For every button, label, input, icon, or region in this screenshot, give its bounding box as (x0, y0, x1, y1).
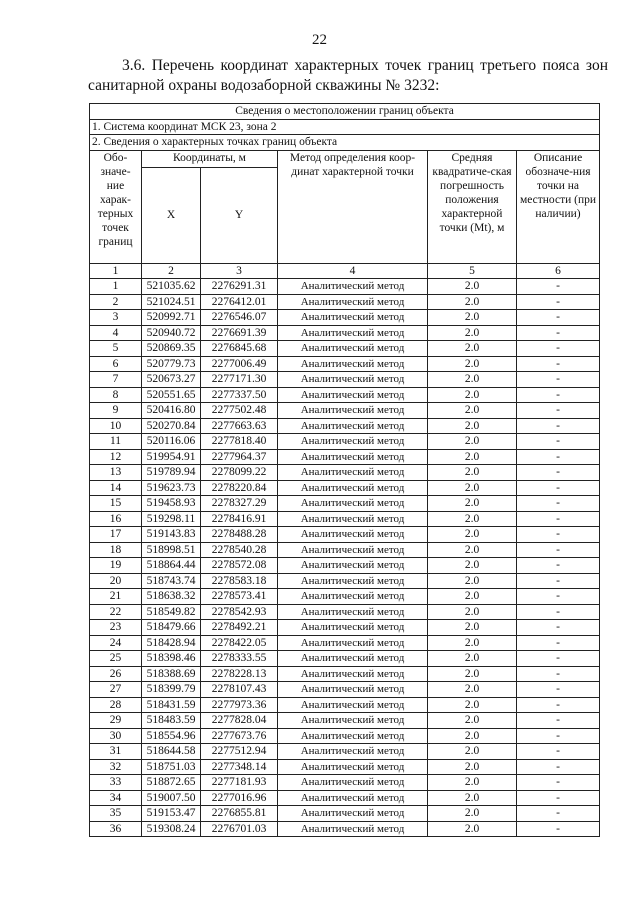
point-number: 13 (90, 465, 142, 481)
accuracy: 2.0 (428, 356, 517, 372)
description: - (517, 775, 600, 791)
table-row (90, 744, 600, 760)
method: Аналитический метод (278, 573, 428, 589)
table-row (90, 666, 600, 682)
point-number: 22 (90, 604, 142, 620)
table-row (90, 496, 600, 512)
table-row (90, 341, 600, 357)
description: - (517, 697, 600, 713)
table-row (90, 573, 600, 589)
method: Аналитический метод (278, 310, 428, 326)
method: Аналитический метод (278, 341, 428, 357)
x-coordinate: 519298.11 (142, 511, 201, 527)
table-row (90, 372, 600, 388)
description: - (517, 589, 600, 605)
point-number: 5 (90, 341, 142, 357)
y-coordinate: 2278572.08 (201, 558, 278, 574)
y-coordinate: 2278327.29 (201, 496, 278, 512)
method: Аналитический метод (278, 728, 428, 744)
y-coordinate: 2278573.41 (201, 589, 278, 605)
point-number: 34 (90, 790, 142, 806)
point-number: 29 (90, 713, 142, 729)
x-coordinate: 519143.83 (142, 527, 201, 543)
y-coordinate: 2278492.21 (201, 620, 278, 636)
table-row (90, 418, 600, 434)
point-number: 26 (90, 666, 142, 682)
description: - (517, 573, 600, 589)
accuracy: 2.0 (428, 341, 517, 357)
description: - (517, 356, 600, 372)
x-coordinate: 518398.46 (142, 651, 201, 667)
method: Аналитический метод (278, 434, 428, 450)
point-number: 20 (90, 573, 142, 589)
y-coordinate: 2278220.84 (201, 480, 278, 496)
header-x: X (142, 167, 201, 263)
table-row (90, 558, 600, 574)
y-coordinate: 2277673.76 (201, 728, 278, 744)
method: Аналитический метод (278, 465, 428, 481)
description: - (517, 465, 600, 481)
method: Аналитический метод (278, 759, 428, 775)
point-number: 11 (90, 434, 142, 450)
method: Аналитический метод (278, 589, 428, 605)
point-number: 23 (90, 620, 142, 636)
x-coordinate: 520116.06 (142, 434, 201, 450)
coordinates-table (89, 103, 600, 837)
point-number: 6 (90, 356, 142, 372)
method: Аналитический метод (278, 387, 428, 403)
y-coordinate: 2278228.13 (201, 666, 278, 682)
table-title: Сведения о местоположении границ объекта (90, 104, 600, 120)
table-row (90, 387, 600, 403)
page-number: 22 (312, 32, 327, 48)
table-row (90, 759, 600, 775)
x-coordinate: 520673.27 (142, 372, 201, 388)
method: Аналитический метод (278, 527, 428, 543)
method: Аналитический метод (278, 511, 428, 527)
x-coordinate: 518554.96 (142, 728, 201, 744)
x-coordinate: 518864.44 (142, 558, 201, 574)
accuracy: 2.0 (428, 790, 517, 806)
header-y: Y (201, 167, 278, 263)
accuracy: 2.0 (428, 403, 517, 419)
method: Аналитический метод (278, 604, 428, 620)
method: Аналитический метод (278, 418, 428, 434)
column-number: 5 (428, 263, 517, 279)
accuracy: 2.0 (428, 635, 517, 651)
method: Аналитический метод (278, 821, 428, 837)
point-number: 25 (90, 651, 142, 667)
column-number-row (90, 263, 600, 279)
y-coordinate: 2276691.39 (201, 325, 278, 341)
column-number: 1 (90, 263, 142, 279)
table-row (90, 325, 600, 341)
description: - (517, 651, 600, 667)
accuracy: 2.0 (428, 511, 517, 527)
method: Аналитический метод (278, 480, 428, 496)
description: - (517, 527, 600, 543)
description: - (517, 821, 600, 837)
method: Аналитический метод (278, 682, 428, 698)
accuracy: 2.0 (428, 573, 517, 589)
description: - (517, 728, 600, 744)
x-coordinate: 519623.73 (142, 480, 201, 496)
point-number: 18 (90, 542, 142, 558)
y-coordinate: 2278099.22 (201, 465, 278, 481)
y-coordinate: 2278583.18 (201, 573, 278, 589)
y-coordinate: 2277348.14 (201, 759, 278, 775)
accuracy: 2.0 (428, 465, 517, 481)
header-method: Метод определения коор-динат характерной точки (278, 150, 428, 263)
point-number: 2 (90, 294, 142, 310)
accuracy: 2.0 (428, 697, 517, 713)
y-coordinate: 2278422.05 (201, 635, 278, 651)
x-coordinate: 518872.65 (142, 775, 201, 791)
description: - (517, 294, 600, 310)
method: Аналитический метод (278, 558, 428, 574)
y-coordinate: 2276291.31 (201, 279, 278, 295)
accuracy: 2.0 (428, 759, 517, 775)
point-number: 36 (90, 821, 142, 837)
point-number: 16 (90, 511, 142, 527)
method: Аналитический метод (278, 775, 428, 791)
x-coordinate: 518428.94 (142, 635, 201, 651)
table-row (90, 775, 600, 791)
x-coordinate: 520270.84 (142, 418, 201, 434)
y-coordinate: 2278540.28 (201, 542, 278, 558)
table-row (90, 310, 600, 326)
header-description: Описание обозначе-ния точки на местности (при наличии) (517, 150, 600, 263)
y-coordinate: 2277337.50 (201, 387, 278, 403)
table-row (90, 403, 600, 419)
accuracy: 2.0 (428, 449, 517, 465)
column-number: 2 (142, 263, 201, 279)
description: - (517, 558, 600, 574)
table-row (90, 589, 600, 605)
x-coordinate: 518751.03 (142, 759, 201, 775)
method: Аналитический метод (278, 542, 428, 558)
method: Аналитический метод (278, 635, 428, 651)
accuracy: 2.0 (428, 480, 517, 496)
x-coordinate: 520869.35 (142, 341, 201, 357)
x-coordinate: 519954.91 (142, 449, 201, 465)
table-row (90, 434, 600, 450)
y-coordinate: 2277512.94 (201, 744, 278, 760)
accuracy: 2.0 (428, 604, 517, 620)
description: - (517, 403, 600, 419)
accuracy: 2.0 (428, 558, 517, 574)
table-row (90, 511, 600, 527)
accuracy: 2.0 (428, 325, 517, 341)
x-coordinate: 519308.24 (142, 821, 201, 837)
y-coordinate: 2277181.93 (201, 775, 278, 791)
x-coordinate: 521024.51 (142, 294, 201, 310)
description: - (517, 666, 600, 682)
description: - (517, 341, 600, 357)
point-number: 35 (90, 806, 142, 822)
description: - (517, 682, 600, 698)
x-coordinate: 518638.32 (142, 589, 201, 605)
x-coordinate: 520551.65 (142, 387, 201, 403)
table-row (90, 356, 600, 372)
x-coordinate: 520416.80 (142, 403, 201, 419)
description: - (517, 418, 600, 434)
y-coordinate: 2276701.03 (201, 821, 278, 837)
accuracy: 2.0 (428, 744, 517, 760)
point-number: 30 (90, 728, 142, 744)
x-coordinate: 519007.50 (142, 790, 201, 806)
description: - (517, 744, 600, 760)
y-coordinate: 2277964.37 (201, 449, 278, 465)
description: - (517, 620, 600, 636)
x-coordinate: 518998.51 (142, 542, 201, 558)
accuracy: 2.0 (428, 620, 517, 636)
point-number: 3 (90, 310, 142, 326)
table-row (90, 294, 600, 310)
point-number: 19 (90, 558, 142, 574)
point-number: 10 (90, 418, 142, 434)
method: Аналитический метод (278, 356, 428, 372)
method: Аналитический метод (278, 666, 428, 682)
accuracy: 2.0 (428, 279, 517, 295)
accuracy: 2.0 (428, 713, 517, 729)
description: - (517, 449, 600, 465)
accuracy: 2.0 (428, 387, 517, 403)
x-coordinate: 518549.82 (142, 604, 201, 620)
table-row (90, 651, 600, 667)
table-row (90, 728, 600, 744)
point-number: 15 (90, 496, 142, 512)
method: Аналитический метод (278, 449, 428, 465)
method: Аналитический метод (278, 744, 428, 760)
section-heading-line-2: санитарной охраны водозаборной скважины № 3232: (88, 77, 440, 94)
method: Аналитический метод (278, 697, 428, 713)
method: Аналитический метод (278, 496, 428, 512)
method: Аналитический метод (278, 713, 428, 729)
table-row (90, 604, 600, 620)
point-number: 21 (90, 589, 142, 605)
accuracy: 2.0 (428, 666, 517, 682)
y-coordinate: 2277006.49 (201, 356, 278, 372)
section-heading-line-1: 3.6. Перечень координат характерных точек границ третьего пояса зон (122, 57, 608, 74)
header-designation: Обо-значе-ние харак-терных точек границ (90, 150, 142, 263)
accuracy: 2.0 (428, 372, 517, 388)
accuracy: 2.0 (428, 806, 517, 822)
accuracy: 2.0 (428, 294, 517, 310)
x-coordinate: 518644.58 (142, 744, 201, 760)
method: Аналитический метод (278, 372, 428, 388)
point-number: 1 (90, 279, 142, 295)
description: - (517, 310, 600, 326)
x-coordinate: 518388.69 (142, 666, 201, 682)
y-coordinate: 2277973.36 (201, 697, 278, 713)
y-coordinate: 2278333.55 (201, 651, 278, 667)
method: Аналитический метод (278, 325, 428, 341)
description: - (517, 387, 600, 403)
accuracy: 2.0 (428, 418, 517, 434)
method: Аналитический метод (278, 790, 428, 806)
accuracy: 2.0 (428, 589, 517, 605)
method: Аналитический метод (278, 279, 428, 295)
accuracy: 2.0 (428, 821, 517, 837)
description: - (517, 542, 600, 558)
y-coordinate: 2276855.81 (201, 806, 278, 822)
x-coordinate: 520992.71 (142, 310, 201, 326)
description: - (517, 511, 600, 527)
x-coordinate: 518743.74 (142, 573, 201, 589)
description: - (517, 372, 600, 388)
point-number: 12 (90, 449, 142, 465)
accuracy: 2.0 (428, 651, 517, 667)
description: - (517, 496, 600, 512)
description: - (517, 325, 600, 341)
point-number: 27 (90, 682, 142, 698)
point-number: 17 (90, 527, 142, 543)
table-row (90, 635, 600, 651)
y-coordinate: 2278542.93 (201, 604, 278, 620)
table-row (90, 480, 600, 496)
x-coordinate: 518479.66 (142, 620, 201, 636)
table-row (90, 697, 600, 713)
y-coordinate: 2277818.40 (201, 434, 278, 450)
point-number: 8 (90, 387, 142, 403)
description: - (517, 434, 600, 450)
point-number: 33 (90, 775, 142, 791)
table-row (90, 713, 600, 729)
y-coordinate: 2276412.01 (201, 294, 278, 310)
y-coordinate: 2277663.63 (201, 418, 278, 434)
y-coordinate: 2276845.68 (201, 341, 278, 357)
y-coordinate: 2277171.30 (201, 372, 278, 388)
accuracy: 2.0 (428, 728, 517, 744)
coordinate-system: 1. Система координат МСК 23, зона 2 (90, 119, 600, 135)
point-number: 31 (90, 744, 142, 760)
table-row (90, 821, 600, 837)
description: - (517, 759, 600, 775)
y-coordinate: 2278107.43 (201, 682, 278, 698)
table-row (90, 449, 600, 465)
column-number: 3 (201, 263, 278, 279)
x-coordinate: 519789.94 (142, 465, 201, 481)
accuracy: 2.0 (428, 496, 517, 512)
x-coordinate: 518431.59 (142, 697, 201, 713)
point-number: 4 (90, 325, 142, 341)
table-row (90, 465, 600, 481)
x-coordinate: 518483.59 (142, 713, 201, 729)
column-number: 6 (517, 263, 600, 279)
point-number: 14 (90, 480, 142, 496)
table-row (90, 620, 600, 636)
method: Аналитический метод (278, 620, 428, 636)
accuracy: 2.0 (428, 542, 517, 558)
point-number: 7 (90, 372, 142, 388)
accuracy: 2.0 (428, 310, 517, 326)
table-row (90, 682, 600, 698)
table-row (90, 806, 600, 822)
method: Аналитический метод (278, 806, 428, 822)
point-number: 24 (90, 635, 142, 651)
y-coordinate: 2278416.91 (201, 511, 278, 527)
table-row (90, 542, 600, 558)
point-number: 9 (90, 403, 142, 419)
x-coordinate: 520779.73 (142, 356, 201, 372)
header-accuracy: Средняя квадратиче-ская погрешность положения характерной точки (Mt), м (428, 150, 517, 263)
x-coordinate: 520940.72 (142, 325, 201, 341)
y-coordinate: 2277016.96 (201, 790, 278, 806)
description: - (517, 635, 600, 651)
table-row (90, 279, 600, 295)
method: Аналитический метод (278, 403, 428, 419)
y-coordinate: 2277502.48 (201, 403, 278, 419)
y-coordinate: 2278488.28 (201, 527, 278, 543)
accuracy: 2.0 (428, 682, 517, 698)
table-row (90, 527, 600, 543)
accuracy: 2.0 (428, 434, 517, 450)
header-coordinates: Координаты, м (142, 150, 278, 167)
column-number: 4 (278, 263, 428, 279)
accuracy: 2.0 (428, 775, 517, 791)
description: - (517, 713, 600, 729)
section-heading (88, 56, 608, 96)
y-coordinate: 2276546.07 (201, 310, 278, 326)
description: - (517, 604, 600, 620)
y-coordinate: 2277828.04 (201, 713, 278, 729)
method: Аналитический метод (278, 651, 428, 667)
accuracy: 2.0 (428, 527, 517, 543)
description: - (517, 279, 600, 295)
method: Аналитический метод (278, 294, 428, 310)
x-coordinate: 519458.93 (142, 496, 201, 512)
x-coordinate: 518399.79 (142, 682, 201, 698)
points-section-title: 2. Сведения о характерных точках границ объекта (90, 135, 600, 151)
description: - (517, 790, 600, 806)
description: - (517, 806, 600, 822)
point-number: 32 (90, 759, 142, 775)
x-coordinate: 519153.47 (142, 806, 201, 822)
description: - (517, 480, 600, 496)
point-number: 28 (90, 697, 142, 713)
table-row (90, 790, 600, 806)
x-coordinate: 521035.62 (142, 279, 201, 295)
